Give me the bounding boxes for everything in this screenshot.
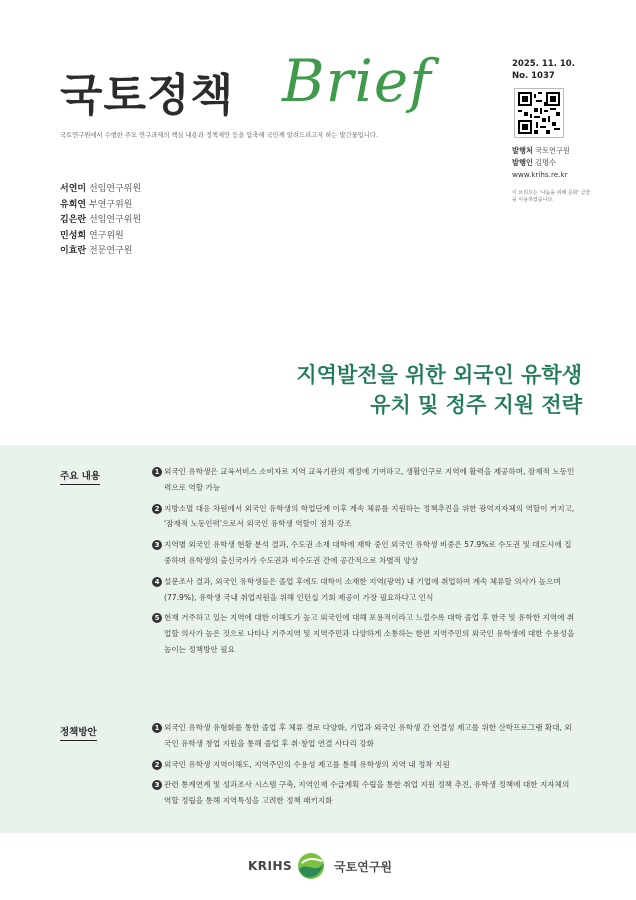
qr-code	[514, 88, 564, 138]
masthead	[60, 45, 480, 125]
issue-number: No. 1037	[512, 71, 555, 81]
footer	[0, 845, 636, 885]
item-number-badge: 4	[152, 577, 162, 587]
main-point-item	[152, 537, 578, 569]
author-role: 선임연구위원	[88, 215, 142, 225]
report-title-line1: 지역발전을 위한 외국인 유학생	[296, 362, 582, 387]
policy-text: 외국인 유학생 지역이해도, 지역주민의 수용성 제고를 통해 유학생의 지역 내 정착 지원	[164, 759, 450, 769]
item-number-badge: 1	[152, 467, 162, 477]
author-item	[60, 244, 141, 260]
publisher-person-label: 발행인	[512, 158, 533, 167]
publisher-org: 국토연구원	[535, 146, 570, 155]
issue-info	[512, 58, 575, 82]
item-number-badge: 3	[152, 540, 162, 550]
publisher-website[interactable]: www.krihs.re.kr	[512, 170, 568, 179]
author-item	[60, 229, 141, 245]
main-points-label: 주요 내용	[60, 468, 100, 485]
main-point-item	[152, 501, 578, 533]
krihs-wordmark: KRIHS	[248, 859, 293, 873]
main-point-text: 지방소멸 대응 차원에서 외국인 유학생의 학업단계 이후 계속 체류를 지원하는 정책추진을 위한 광역지자체의 역할이 커지고, '잠재적 노동인력'으로서 외국인 유학생 역할이 점차 강조	[164, 503, 575, 529]
policy-item	[152, 757, 578, 773]
policy-list	[152, 720, 578, 809]
publisher-info	[512, 145, 570, 181]
masthead-title-kr: 국토정책	[60, 70, 235, 121]
report-title-line2: 유치 및 정주 지원 전략	[370, 392, 582, 417]
issue-date: 2025. 11. 10.	[512, 59, 575, 69]
main-point-text: 외국인 유학생은 교육서비스 소비자로 지역 교육기관의 재정에 기여하고, 생활인구로 지역에 활력을 제공하며, 잠재적 노동인력으로 역할 가능	[164, 467, 575, 492]
main-points-list	[152, 464, 578, 658]
main-point-item	[152, 574, 578, 606]
policy-text: 외국인 유학생 유형화를 통한 졸업 후 체류 경로 다양화, 기업과 외국인 유학생 간 연결성 제고를 위한 산학프로그램 확대, 외국인 유학생 창업 지원을 통해 졸업 후 취·창업 연결 사다리 강화	[164, 723, 572, 748]
author-name: 김은란	[60, 215, 87, 225]
main-point-text: 현재 거주하고 있는 지역에 대한 이해도가 높고 외국인에 대해 포용적이라고 느낄수록 대학 졸업 후 한국 및 유학한 지역에 취업할 의사가 높은 것으로 나타나 거주지역 및 지역주민과 다양하게 소통하는 한편 지역주민의 외국인 유학생에 대한 수용성을 높이는 정책방안 필요	[164, 613, 575, 654]
author-item	[60, 198, 141, 214]
main-point-text: 지역별 외국인 유학생 현황 분석 결과, 수도권 소재 대학에 재학 중인 외국인 유학생 비중은 57.9%로 수도권 및 대도시에 집중하며 유학생의 출신국가가 수도권과 비수도권 간에 공간적으로 차별적 양상	[164, 540, 572, 565]
publisher-person: 김명수	[535, 158, 556, 167]
main-point-text: 설문조사 결과, 외국인 유학생들은 졸업 후에도 대학이 소재한 지역(광역) 내 기업에 취업하여 계속 체류할 의사가 높으며(77.9%), 유학생 국내 취업지원을 위해 인턴십 기회 제공이 가장 필요하다고 인식	[164, 576, 561, 602]
item-number-badge: 2	[152, 504, 162, 514]
policy-item	[152, 720, 578, 752]
author-name: 유희연	[60, 199, 87, 210]
main-point-item	[152, 464, 578, 496]
policy-text: 관련 통계연계 및 성과조사 시스템 구축, 지역인재 수급계획 수립을 통한 취업 지원 정책 추진, 유학생 정책에 대한 지자체의 역할 정립을 통해 지역특성을 고려한 정책 패키지화	[164, 780, 570, 806]
krihs-name-kr: 국토연구원	[334, 860, 392, 874]
author-list	[60, 182, 141, 260]
publisher-org-label: 발행처	[512, 146, 533, 155]
krihs-logo-icon	[296, 851, 326, 881]
author-name: 서연미	[60, 184, 87, 194]
font-notice: 이 브리프는 '나눔을 위해 문화' 글꼴을 사용하였습니다.	[512, 190, 591, 203]
item-number-badge: 1	[152, 723, 162, 733]
author-role: 연구위원	[88, 230, 124, 241]
author-role: 선임연구위원	[88, 184, 142, 194]
policy-item	[152, 777, 578, 809]
author-role: 전문연구원	[88, 246, 133, 256]
policy-label: 정책방안	[60, 724, 97, 741]
report-title	[296, 360, 582, 420]
main-point-item	[152, 610, 578, 657]
author-role: 부연구위원	[88, 199, 133, 210]
item-number-badge: 2	[152, 760, 162, 770]
author-name: 민성희	[60, 230, 87, 241]
author-name: 이효란	[60, 246, 87, 256]
masthead-title-en: Brief	[282, 47, 432, 115]
item-number-badge: 5	[152, 613, 162, 623]
masthead-description: 국토연구원에서 수행한 주요 연구과제의 핵심 내용과 정책제안 등을 압축해 국민께 알려드리고자 하는 발간물입니다.	[60, 132, 378, 139]
author-item	[60, 182, 141, 198]
item-number-badge: 3	[152, 780, 162, 790]
author-item	[60, 213, 141, 229]
